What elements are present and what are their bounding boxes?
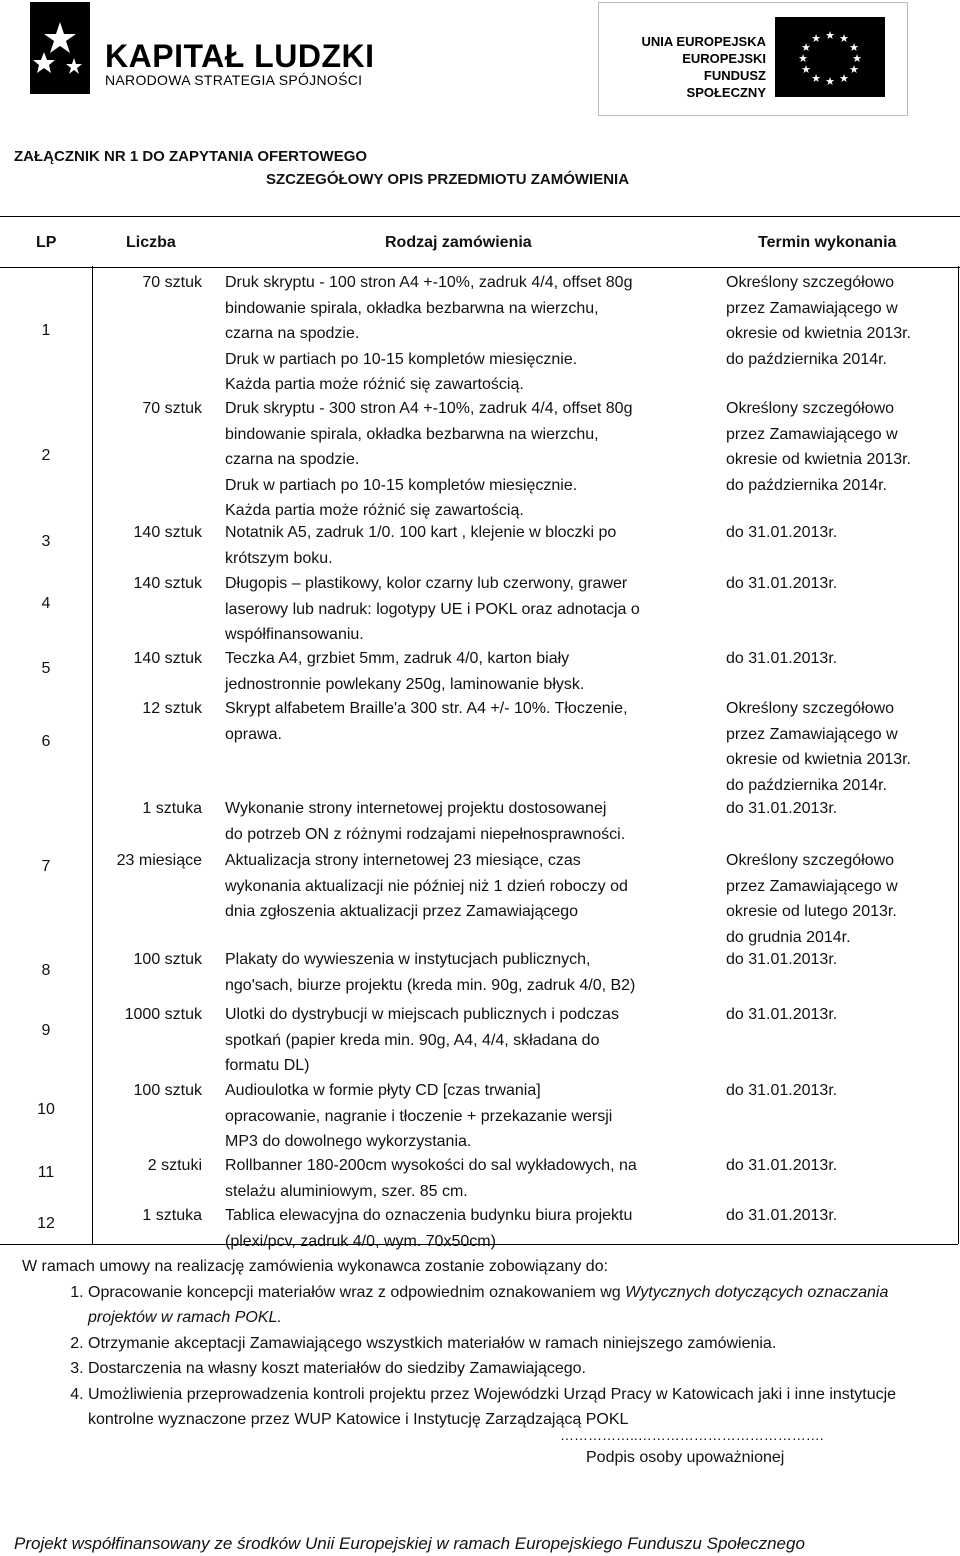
svg-text:★: ★ xyxy=(811,32,821,45)
obligation-item xyxy=(88,1331,942,1357)
description-line: laserowy lub nadruk: logotypy UE i POKL oraz adnotacja o xyxy=(225,600,640,618)
term-line: do 31.01.2013r. xyxy=(726,575,838,592)
document-title: ZAŁĄCZNIK NR 1 DO ZAPYTANIA OFERTOWEGO xyxy=(14,148,368,165)
row-separator xyxy=(92,695,958,696)
eu-line-2: EUROPEJSKI xyxy=(682,51,766,66)
row-term xyxy=(726,848,956,950)
term-line: okresie od kwietnia 2013r. xyxy=(726,325,911,342)
row-separator xyxy=(92,847,958,848)
document-subtitle: SZCZEGÓŁOWY OPIS PRZEDMIOTU ZAMÓWIENIA xyxy=(266,171,630,188)
row-number: 1 xyxy=(41,322,51,339)
term-line: przez Zamawiającego w xyxy=(726,299,898,317)
obligation-item xyxy=(88,1356,942,1382)
term-line: do 31.01.2013r. xyxy=(726,1006,838,1023)
term-line: do 31.01.2013r. xyxy=(726,524,838,541)
obligation-text: Umożliwienia przeprowadzenia kontroli projektu przez Wojewódzki Urząd Pracy w Katowicach jaki i inne instytucje kontrolne wyznaczone przez WUP Katowice i Instytucję Zarządzającą POKL xyxy=(88,1385,897,1428)
obligation-item xyxy=(88,1382,942,1433)
row-quantity: 12 sztuk xyxy=(142,700,202,717)
description-line: spotkań (papier kreda min. 90g, A4, 4/4, składana do xyxy=(225,1031,600,1049)
row-separator xyxy=(92,1077,958,1078)
logo-subtitle: NARODOWA STRATEGIA SPÓJNOŚCI xyxy=(105,72,363,88)
row-description xyxy=(225,848,720,925)
row-separator xyxy=(92,645,958,646)
description-line: Aktualizacja strony internetowej 23 miesiące, czas xyxy=(225,852,581,869)
description-line: Każda partia może różnić się zawartością. xyxy=(225,502,524,519)
description-line: bindowanie spirala, okładka bezbarwna na wierzchu, xyxy=(225,299,599,317)
description-line: stelażu aluminiowym, szer. 85 cm. xyxy=(225,1182,468,1200)
term-line: przez Zamawiającego w xyxy=(726,725,898,743)
row-separator xyxy=(92,1202,958,1203)
description-line: do potrzeb ON z różnymi rodzajami niepełnosprawności. xyxy=(225,825,626,843)
header-lp: LP xyxy=(36,234,57,251)
term-line: do 31.01.2013r. xyxy=(726,1207,838,1224)
description-line: Teczka A4, grzbiet 5mm, zadruk 4/0, karton biały xyxy=(225,650,570,667)
row-quantity: 140 sztuk xyxy=(133,575,202,592)
row-quantity: 140 sztuk xyxy=(133,524,202,541)
term-line: okresie od kwietnia 2013r. xyxy=(726,751,911,768)
eu-logo xyxy=(598,2,908,116)
description-line: Długopis – plastikowy, kolor czarny lub czerwony, grawer xyxy=(225,575,628,592)
obligations-list xyxy=(22,1280,942,1433)
term-line: do 31.01.2013r. xyxy=(726,800,838,817)
term-line: Określony szczegółowo xyxy=(726,852,895,869)
stars-icon xyxy=(30,2,90,94)
header-term: Termin wykonania xyxy=(758,234,897,251)
description-line: Druk w partiach po 10-15 kompletów miesięcznie. xyxy=(225,476,578,494)
row-term xyxy=(726,1078,956,1104)
description-line: wykonania aktualizacji nie później niż 1 dzień roboczy od xyxy=(225,877,628,895)
row-separator xyxy=(92,795,958,796)
term-line: Określony szczegółowo xyxy=(726,274,895,291)
table-header xyxy=(0,216,960,268)
obligation-text: Otrzymanie akceptacji Zamawiającego wszystkich materiałów w ramach niniejszego zamówienia. xyxy=(88,1334,777,1352)
row-term xyxy=(726,947,956,973)
row-term xyxy=(726,796,956,822)
description-line: bindowanie spirala, okładka bezbarwna na wierzchu, xyxy=(225,425,599,443)
description-line: Tablica elewacyjna do oznaczenia budynku biura projektu xyxy=(225,1207,633,1224)
eu-line-1: UNIA EUROPEJSKA xyxy=(641,34,766,49)
row-separator xyxy=(92,1152,958,1153)
row-term xyxy=(726,396,956,498)
row-separator xyxy=(92,946,958,947)
row-quantity: 1 sztuka xyxy=(142,1207,202,1224)
signature-label: Podpis osoby upoważnionej xyxy=(586,1449,785,1466)
obligation-italic-text: Wytycznych dotyczących oznaczania projektów w ramach POKL. xyxy=(88,1283,889,1326)
row-description xyxy=(225,796,720,847)
row-separator xyxy=(92,570,958,571)
term-line: okresie od lutego 2013r. xyxy=(726,903,897,920)
row-number: 4 xyxy=(41,595,51,612)
description-line: współfinansowaniu. xyxy=(225,626,364,643)
row-separator xyxy=(92,1001,958,1002)
description-line: Plakaty do wywieszenia w instytucjach publicznych, xyxy=(225,951,591,968)
svg-text:★: ★ xyxy=(801,63,811,76)
row-number: 2 xyxy=(41,447,51,464)
description-line: dnia zgłoszenia aktualizacji przez Zamawiającego xyxy=(225,903,579,920)
row-description xyxy=(225,1078,720,1155)
term-line: do października 2014r. xyxy=(726,776,887,794)
row-quantity: 70 sztuk xyxy=(142,274,202,291)
row-quantity: 2 sztuki xyxy=(147,1157,202,1174)
row-description xyxy=(225,646,720,697)
description-line: Audioulotka w formie płyty CD [czas trwania] xyxy=(225,1082,541,1099)
row-separator xyxy=(92,395,958,396)
description-line: Skrypt alfabetem Braille'a 300 str. A4 +/- 10%. Tłoczenie, xyxy=(225,700,628,717)
row-number: 3 xyxy=(41,533,51,550)
row-number: 7 xyxy=(41,858,51,875)
row-quantity: 23 miesiące xyxy=(116,852,202,869)
description-line: oprawa. xyxy=(225,725,282,743)
obligation-text: Dostarczenia na własny koszt materiałów do siedziby Zamawiającego. xyxy=(88,1360,586,1377)
svg-text:★: ★ xyxy=(798,52,808,65)
header-qty: Liczba xyxy=(126,234,176,251)
row-term xyxy=(726,696,956,798)
svg-text:★: ★ xyxy=(849,41,859,54)
description-line: formatu DL) xyxy=(225,1057,310,1074)
term-line: do 31.01.2013r. xyxy=(726,1082,838,1099)
row-term xyxy=(726,646,956,672)
term-line: okresie od kwietnia 2013r. xyxy=(726,451,911,468)
row-term xyxy=(726,571,956,597)
row-description xyxy=(225,396,720,524)
row-description xyxy=(225,947,720,998)
logo-title: KAPITAŁ LUDZKI xyxy=(105,38,375,74)
row-quantity: 1000 sztuk xyxy=(124,1006,202,1023)
description-line: Ulotki do dystrybucji w miejscach publicznych i podczas xyxy=(225,1006,619,1023)
svg-text:★: ★ xyxy=(811,72,821,85)
row-number: 8 xyxy=(41,962,51,979)
description-line: Druk skryptu - 300 stron A4 +-10%, zadruk 4/4, offset 80g xyxy=(225,400,633,417)
term-line: przez Zamawiającego w xyxy=(726,425,898,443)
description-line: Każda partia może różnić się zawartością. xyxy=(225,376,524,393)
description-line: krótszym boku. xyxy=(225,549,333,567)
description-line: (plexi/pcv, zadruk 4/0, wym. 70x50cm) xyxy=(225,1232,496,1250)
kapital-ludzki-logo xyxy=(30,2,90,94)
svg-text:★: ★ xyxy=(839,32,849,45)
svg-text:★: ★ xyxy=(825,29,835,42)
row-description xyxy=(225,520,720,571)
row-quantity: 70 sztuk xyxy=(142,400,202,417)
term-line: Określony szczegółowo xyxy=(726,400,895,417)
row-term xyxy=(726,1153,956,1179)
row-number: 5 xyxy=(41,660,51,677)
svg-text:★: ★ xyxy=(825,75,835,88)
row-description xyxy=(225,571,720,648)
eu-flag-icon xyxy=(775,17,885,97)
row-description xyxy=(225,270,720,398)
footer-text: Projekt współfinansowany ze środków Unii Europejskiej w ramach Europejskiego Funduszu Społecznego xyxy=(14,1534,805,1553)
row-number: 12 xyxy=(37,1215,55,1232)
row-term xyxy=(726,270,956,372)
svg-text:★: ★ xyxy=(852,52,862,65)
description-line: Wykonanie strony internetowej projektu dostosowanej xyxy=(225,800,607,817)
description-line: Notatnik A5, zadruk 1/0. 100 kart , klejenie w bloczki po xyxy=(225,524,617,541)
header-desc: Rodzaj zamówienia xyxy=(385,234,532,251)
term-line: do 31.01.2013r. xyxy=(726,1157,838,1174)
description-line: Druk skryptu - 100 stron A4 +-10%, zadruk 4/4, offset 80g xyxy=(225,274,633,291)
row-number: 11 xyxy=(37,1164,55,1181)
description-line: ngo'sach, biurze projektu (kreda min. 90g, zadruk 4/0, B2) xyxy=(225,976,636,994)
row-separator xyxy=(92,519,958,520)
obligations-section xyxy=(22,1254,942,1433)
row-number: 9 xyxy=(41,1022,51,1039)
description-line: czarna na spodzie. xyxy=(225,325,360,342)
term-line: do października 2014r. xyxy=(726,350,887,368)
row-quantity: 1 sztuka xyxy=(142,800,202,817)
term-line: do października 2014r. xyxy=(726,476,887,494)
term-line: przez Zamawiającego w xyxy=(726,877,898,895)
description-line: Rollbanner 180-200cm wysokości do sal wykładowych, na xyxy=(225,1157,637,1174)
row-number: 6 xyxy=(41,733,51,750)
row-quantity: 140 sztuk xyxy=(133,650,202,667)
row-term xyxy=(726,1203,956,1229)
row-quantity: 100 sztuk xyxy=(133,1082,202,1099)
svg-text:★: ★ xyxy=(849,63,859,76)
description-line: MP3 do dowolnego wykorzystania. xyxy=(225,1133,472,1150)
row-term xyxy=(726,1002,956,1028)
row-term xyxy=(726,520,956,546)
row-description xyxy=(225,696,720,747)
description-line: jednostronnie powlekany 250g, laminowanie błysk. xyxy=(225,675,585,693)
description-line: Druk w partiach po 10-15 kompletów miesięcznie. xyxy=(225,350,578,368)
term-line: do 31.01.2013r. xyxy=(726,650,838,667)
row-number: 10 xyxy=(37,1101,55,1118)
row-quantity: 100 sztuk xyxy=(133,951,202,968)
term-line: do grudnia 2014r. xyxy=(726,928,851,946)
svg-text:★: ★ xyxy=(801,41,811,54)
term-line: do 31.01.2013r. xyxy=(726,951,838,968)
signature-line: ……………..…………………………………. xyxy=(560,1427,824,1443)
svg-text:★: ★ xyxy=(839,72,849,85)
table-border-right xyxy=(958,266,959,1244)
row-description xyxy=(225,1002,720,1079)
obligation-text: Opracowanie koncepcji materiałów wraz z odpowiednim oznakowaniem wg xyxy=(88,1283,626,1301)
eu-line-3: FUNDUSZ SPOŁECZNY xyxy=(686,68,766,100)
eu-logo-text xyxy=(621,33,766,101)
row-description xyxy=(225,1203,720,1254)
row-description xyxy=(225,1153,720,1204)
description-line: opracowanie, nagranie i tłoczenie + przekazanie wersji xyxy=(225,1107,613,1125)
description-line: czarna na spodzie. xyxy=(225,451,360,468)
obligation-item xyxy=(88,1280,942,1331)
obligations-intro: W ramach umowy na realizację zamówienia wykonawca zostanie zobowiązany do: xyxy=(22,1258,609,1275)
term-line: Określony szczegółowo xyxy=(726,700,895,717)
